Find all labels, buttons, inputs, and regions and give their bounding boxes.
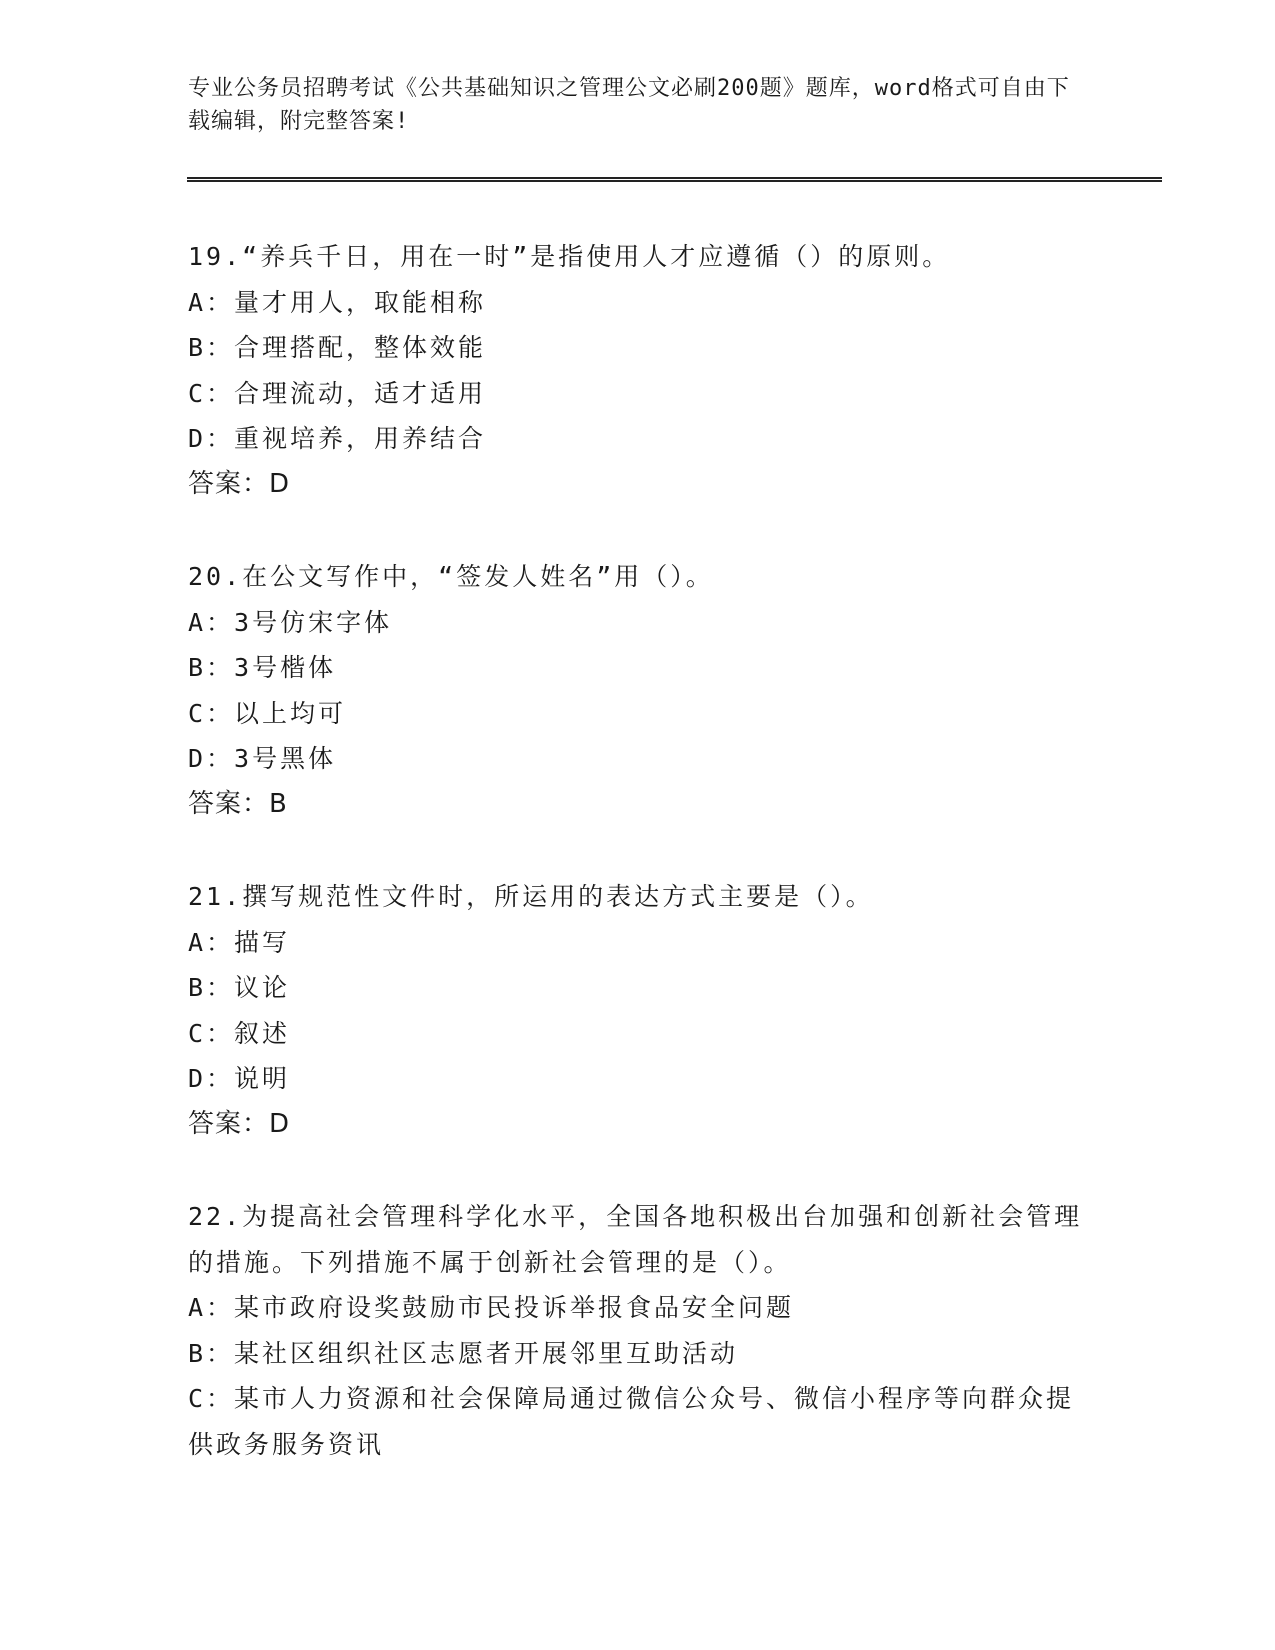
option-d: D：重视培养，用养结合	[188, 424, 487, 453]
question-21	[188, 874, 1088, 1147]
option-a: A：量才用人，取能相称	[188, 287, 487, 317]
document-header	[188, 72, 1088, 138]
option-b: B：合理搭配，整体效能	[188, 333, 487, 362]
option-c: C：叙述	[188, 1018, 291, 1048]
question-19	[188, 234, 1088, 507]
question-stem: 21.撰写规范性文件时，所运用的表达方式主要是（）。	[188, 882, 874, 911]
question-stem: 19.“养兵千日，用在一时”是指使用人才应遵循（）的原则。	[188, 242, 951, 271]
option-c: C：某市人力资源和社会保障局通过微信公众号、微信小程序等向群众提供政务服务资讯	[188, 1384, 1075, 1459]
question-22	[188, 1194, 1088, 1467]
option-c: C：合理流动，适才适用	[188, 378, 487, 408]
answer-text: 答案：B	[188, 788, 288, 819]
option-d: D：说明	[188, 1064, 291, 1093]
answer-text: 答案：D	[188, 1108, 291, 1139]
option-c: C：以上均可	[188, 698, 347, 728]
option-a: A：3号仿宋字体	[188, 607, 393, 637]
question-stem: 20.在公文写作中，“签发人姓名”用（）。	[188, 562, 714, 591]
header-double-rule	[187, 177, 1162, 182]
option-b: B：3号楷体	[188, 653, 337, 682]
option-b: B：议论	[188, 973, 291, 1002]
answer-text: 答案：D	[188, 468, 291, 499]
option-a: A：描写	[188, 927, 291, 957]
question-20	[188, 554, 1088, 827]
header-intro-text: 专业公务员招聘考试《公共基础知识之管理公文必刷200题》题库，word格式可自由下载编辑，附完整答案!	[188, 76, 1070, 134]
option-b: B：某社区组织社区志愿者开展邻里互助活动	[188, 1338, 739, 1368]
option-d: D：3号黑体	[188, 744, 337, 773]
option-a: A：某市政府设奖鼓励市民投诉举报食品安全问题	[188, 1293, 795, 1322]
question-stem: 22.为提高社会管理科学化水平，全国各地积极出台加强和创新社会管理的措施。下列措施不属于创新社会管理的是（）。	[188, 1202, 1083, 1277]
